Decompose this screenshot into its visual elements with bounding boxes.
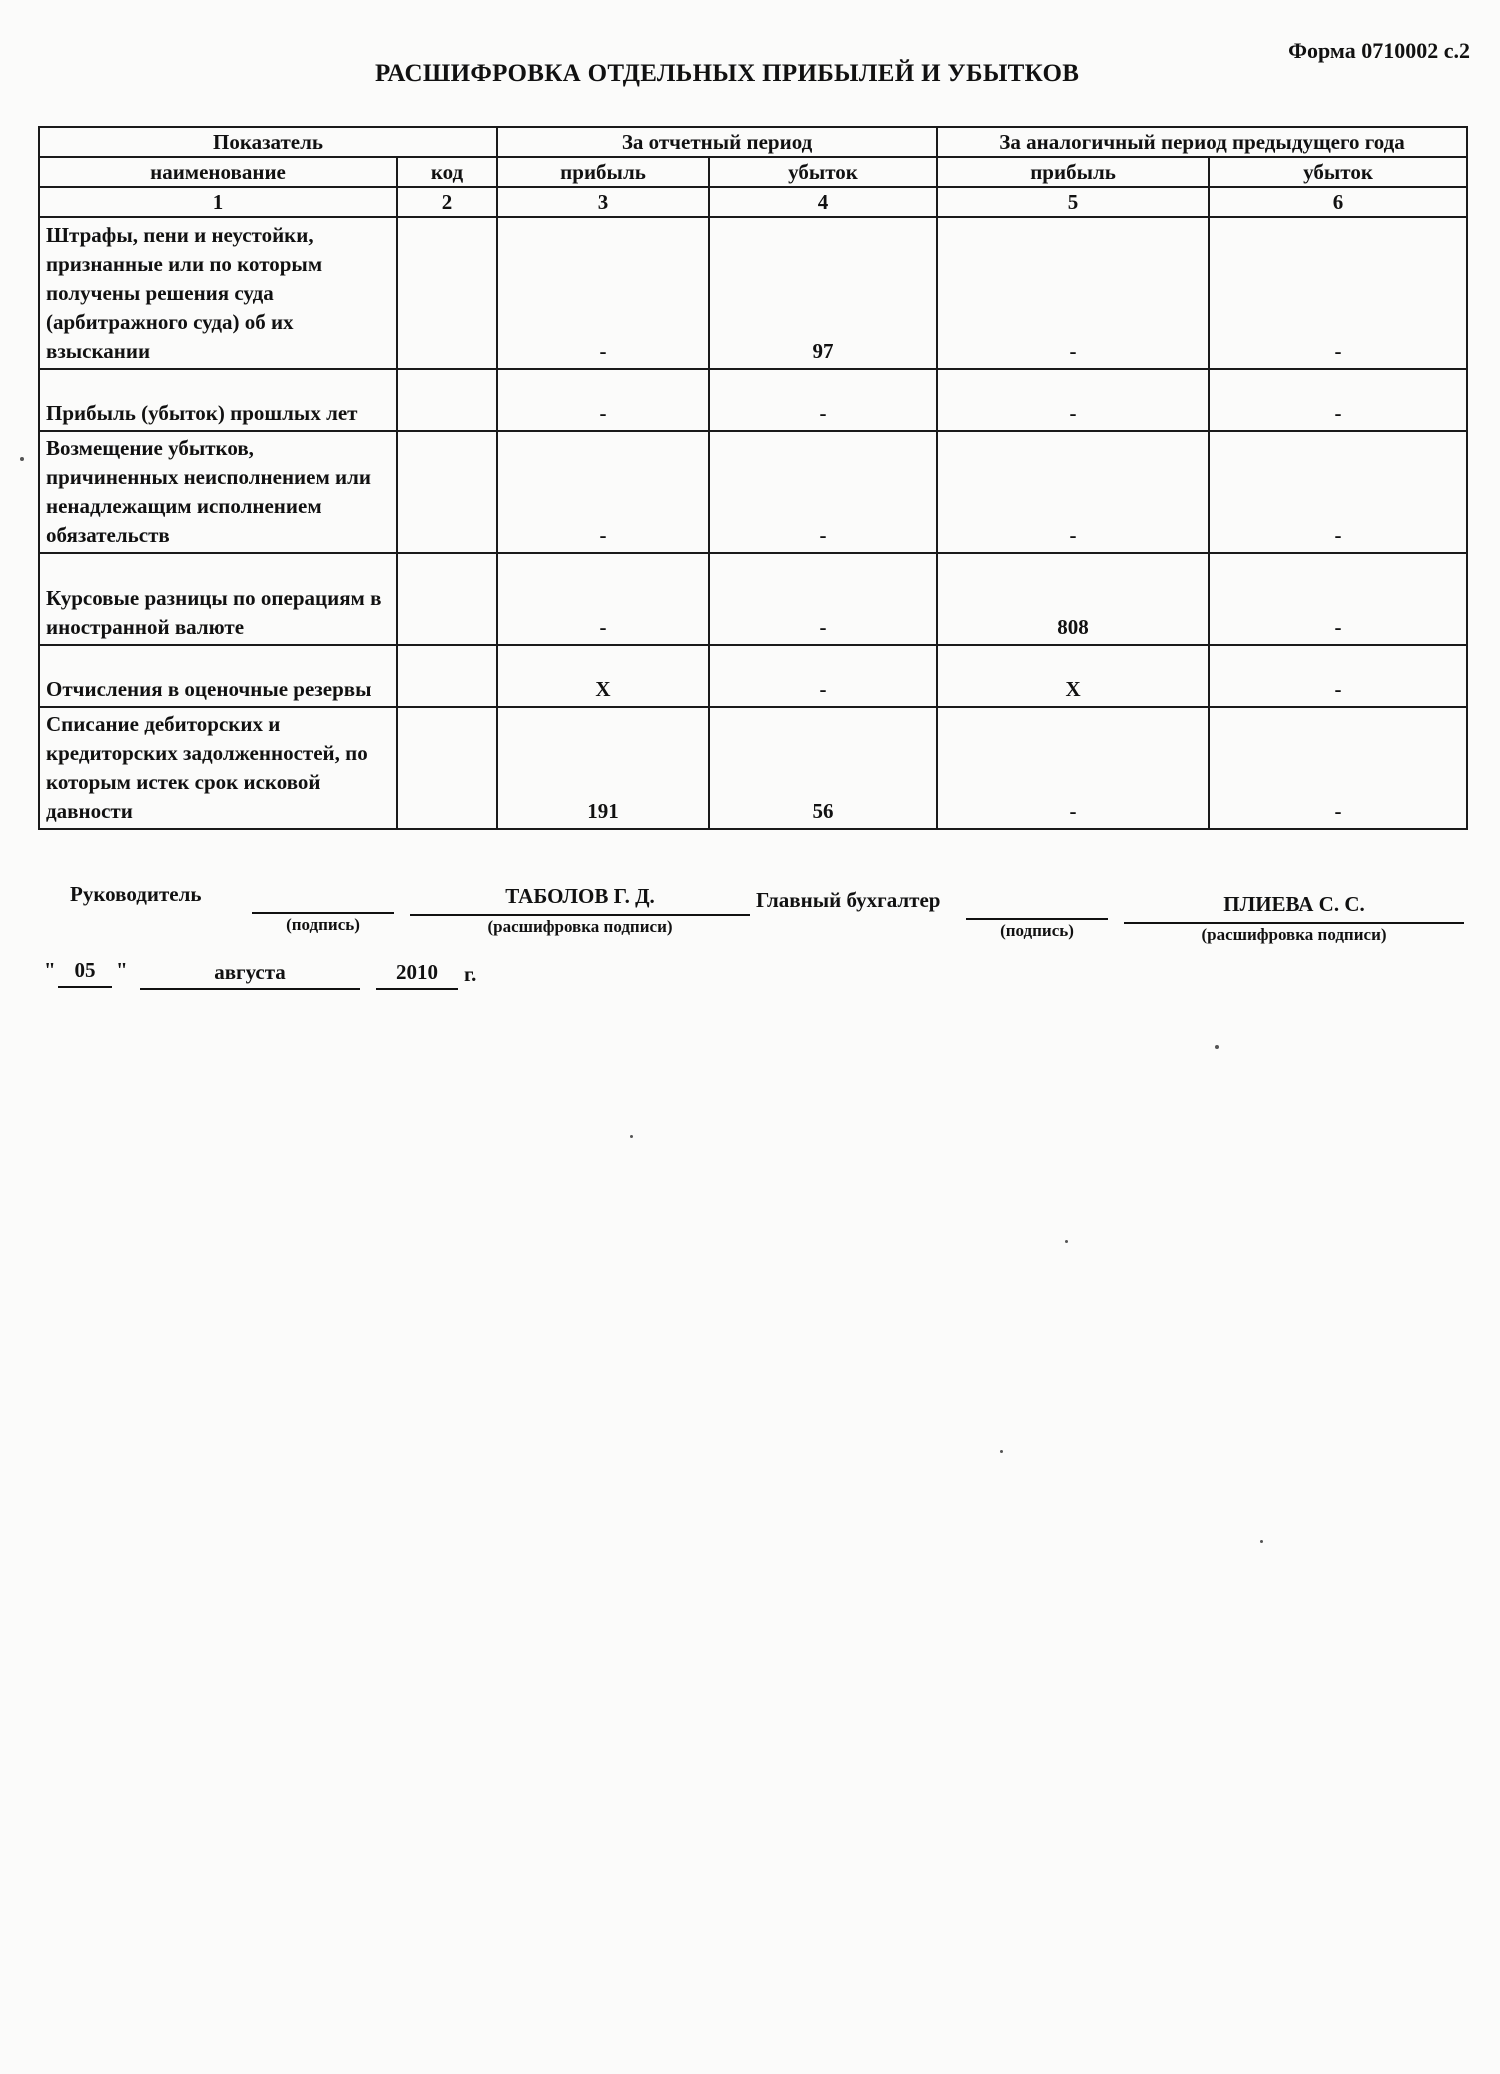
date-year-line xyxy=(376,988,458,990)
row-current-profit: 191 xyxy=(497,707,709,829)
profit-loss-table xyxy=(38,126,1468,830)
date-month-line xyxy=(140,988,360,990)
scan-speck xyxy=(1065,1240,1068,1243)
head-decoding-caption: (расшифровка подписи) xyxy=(487,917,673,936)
row-current-loss: - xyxy=(709,553,937,645)
accountant-decoding-line xyxy=(1124,922,1464,924)
row-code xyxy=(397,645,497,707)
accountant-signature-line xyxy=(966,918,1108,920)
date-suffix: г. xyxy=(464,962,477,986)
header-current-profit: прибыль xyxy=(497,157,709,187)
row-previous-loss: - xyxy=(1209,217,1467,369)
header-current-loss: убыток xyxy=(709,157,937,187)
table-row xyxy=(39,707,1467,829)
table-row xyxy=(39,369,1467,431)
header-previous-profit: прибыль xyxy=(937,157,1209,187)
table-row xyxy=(39,645,1467,707)
row-previous-loss: - xyxy=(1209,707,1467,829)
form-code: Форма 0710002 с.2 xyxy=(1288,38,1470,63)
header-indicator: Показатель xyxy=(39,127,497,157)
row-previous-profit: - xyxy=(937,217,1209,369)
scan-speck xyxy=(20,457,24,461)
accountant-name: ПЛИЕВА С. С. xyxy=(1223,892,1365,916)
scan-speck xyxy=(1000,1450,1003,1453)
row-current-profit: - xyxy=(497,431,709,553)
date-quote-close: " xyxy=(116,958,128,982)
header-current-period: За отчетный период xyxy=(497,127,937,157)
row-name: Списание дебиторских и кредиторских задолженностей, по которым истек срок исковой давности xyxy=(39,707,397,829)
row-code xyxy=(397,553,497,645)
document-title: РАСШИФРОВКА ОТДЕЛЬНЫХ ПРИБЫЛЕЙ И УБЫТКОВ xyxy=(375,60,1080,87)
row-current-loss: - xyxy=(709,431,937,553)
row-code xyxy=(397,217,497,369)
header-previous-period: За аналогичный период предыдущего года xyxy=(937,127,1467,157)
head-label: Руководитель xyxy=(70,882,202,906)
header-previous-loss: убыток xyxy=(1209,157,1467,187)
head-name: ТАБОЛОВ Г. Д. xyxy=(505,884,655,908)
row-previous-profit: 808 xyxy=(937,553,1209,645)
table-row xyxy=(39,553,1467,645)
column-number: 4 xyxy=(709,187,937,217)
scan-speck xyxy=(1215,1045,1219,1049)
row-code xyxy=(397,369,497,431)
head-decoding-line xyxy=(410,914,750,916)
header-code: код xyxy=(397,157,497,187)
row-name: Возмещение убытков, причиненных неисполнением или ненадлежащим исполнением обязательств xyxy=(39,431,397,553)
scan-speck xyxy=(630,1135,633,1138)
row-previous-loss: - xyxy=(1209,553,1467,645)
row-current-profit: - xyxy=(497,553,709,645)
row-previous-profit: - xyxy=(937,431,1209,553)
header-name: наименование xyxy=(39,157,397,187)
column-number: 6 xyxy=(1209,187,1467,217)
row-previous-loss: - xyxy=(1209,645,1467,707)
accountant-decoding-caption: (расшифровка подписи) xyxy=(1201,925,1387,944)
header-group-row xyxy=(39,127,1467,157)
row-name: Прибыль (убыток) прошлых лет xyxy=(39,369,397,431)
row-previous-loss: - xyxy=(1209,431,1467,553)
row-current-profit: - xyxy=(497,369,709,431)
head-signature-caption: (подпись) xyxy=(286,915,360,934)
column-number: 1 xyxy=(39,187,397,217)
table-row xyxy=(39,431,1467,553)
row-previous-loss: - xyxy=(1209,369,1467,431)
row-current-loss: 97 xyxy=(709,217,937,369)
table-row xyxy=(39,217,1467,369)
header-columns-row xyxy=(39,157,1467,187)
row-current-loss: 56 xyxy=(709,707,937,829)
scan-speck xyxy=(1260,1540,1263,1543)
accountant-label: Главный бухгалтер xyxy=(756,888,941,912)
row-code xyxy=(397,707,497,829)
column-number: 5 xyxy=(937,187,1209,217)
row-name: Штрафы, пени и неустойки, признанные или по которым получены решения суда (арбитражного суда) об их взыскании xyxy=(39,217,397,369)
date-quote-open: " xyxy=(44,958,56,982)
date-year: 2010 xyxy=(396,960,438,984)
row-previous-profit: - xyxy=(937,707,1209,829)
row-current-profit: X xyxy=(497,645,709,707)
row-current-loss: - xyxy=(709,369,937,431)
row-name: Отчисления в оценочные резервы xyxy=(39,645,397,707)
row-current-loss: - xyxy=(709,645,937,707)
head-signature-line xyxy=(252,912,394,914)
row-current-profit: - xyxy=(497,217,709,369)
row-previous-profit: X xyxy=(937,645,1209,707)
date-month: августа xyxy=(214,960,286,984)
row-name: Курсовые разницы по операциям в иностранной валюте xyxy=(39,553,397,645)
row-previous-profit: - xyxy=(937,369,1209,431)
accountant-signature-caption: (подпись) xyxy=(1000,921,1074,940)
date-day: 05 xyxy=(74,958,96,982)
column-number: 2 xyxy=(397,187,497,217)
row-code xyxy=(397,431,497,553)
column-numbers-row xyxy=(39,187,1467,217)
column-number: 3 xyxy=(497,187,709,217)
date-day-line xyxy=(58,986,112,988)
